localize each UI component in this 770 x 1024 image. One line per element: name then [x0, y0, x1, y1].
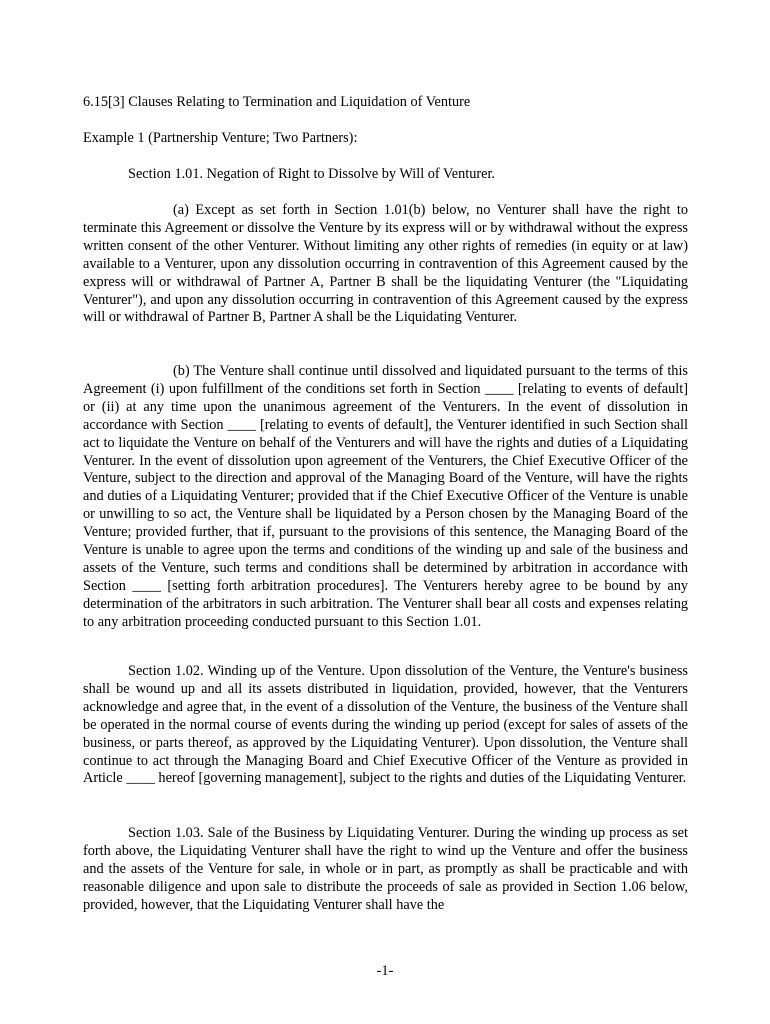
section-1-01-title: Section 1.01. Negation of Right to Dissolve by Will of Venturer.: [128, 166, 496, 182]
example-heading: Example 1 (Partnership Venture; Two Partners):: [83, 130, 358, 146]
section-1-03-paragraph: Section 1.03. Sale of the Business by Liquidating Venturer. During the winding up process as set forth above, the Liquidating Venturer shall have the right to wind up the Venture and offer the business and the assets of the Venture for sale, in whole or in part, as promptly as shall be practicable and with reasonable diligence and upon sale to distribute the proceeds of sale as provided in Section 1.06 below, provided, however, that the Liquidating Venturer shall have the: [83, 825, 688, 913]
page-number: -1-: [376, 963, 394, 979]
section-heading: 6.15[3] Clauses Relating to Termination and Liquidation of Venture: [83, 94, 471, 110]
paragraph-b: (b) The Venture shall continue until dissolved and liquidated pursuant to the terms of this Agreement (i) upon fulfillment of the conditions set forth in Section ____ [relating to events of default] or (ii) at any time upon the unanimous agreement of the Venturers. In the event of dissolution in accordance with Section ____ [relating to events of default], the Venturer identified in such Section shall act to liquidate the Venture on behalf of the Venturers and will have the rights and duties of a Liquidating Venturer. In the event of dissolution upon agreement of the Venturers, the Chief Executive Officer of the Venture, subject to the direction and approval of the Managing Board of the Venture, will have the rights and duties of a Liquidating Venturer; provided that if the Chief Executive Officer of the Venture is unable or unwilling to so act, the Venture shall be liquidated by a Person chosen by the Managing Board of the Venture; provided further, that if, pursuant to the provisions of this sentence, the Managing Board of the Venture is unable to agree upon the terms and conditions of the winding up and sale of the business and assets of the Venture, such terms and conditions shall be determined by arbitration in accordance with Section ____ [setting forth arbitration procedures]. The Venturers hereby agree to be bound by any determination of the arbitrators in such arbitration. The Venturer shall bear all costs and expenses relating to any arbitration proceeding conducted pursuant to this Section 1.01.: [83, 363, 688, 630]
section-1-02-paragraph: Section 1.02. Winding up of the Venture. Upon dissolution of the Venture, the Venture's business shall be wound up and all its assets distributed in liquidation, provided, however, that the Venturers acknowledge and agree that, in the event of a dissolution of the Venture, the business of the Venture shall be operated in the normal course of events during the winding up period (except for sales of assets of the business, or parts thereof, as approved by the Liquidating Venturer). Upon dissolution, the Venture shall continue to act through the Managing Board and Chief Executive Officer of the Venture as provided in Article ____ hereof [governing management], subject to the rights and duties of the Liquidating Venturer.: [83, 663, 688, 787]
paragraph-a: (a) Except as set forth in Section 1.01(b) below, no Venturer shall have the right to terminate this Agreement or dissolve the Venture by its express will or by withdrawal without the express written consent of the other Venturer. Without limiting any other rights of remedies (in equity or at law) available to a Venturer, upon any dissolution occurring in contravention of this Agreement caused by the express will or withdrawal of Partner A, Partner B shall be the liquidating Venturer (the "Liquidating Venturer"), and upon any dissolution occurring in contravention of this Agreement caused by the express will or withdrawal of Partner B, Partner A shall be the Liquidating Venturer.: [83, 202, 688, 326]
